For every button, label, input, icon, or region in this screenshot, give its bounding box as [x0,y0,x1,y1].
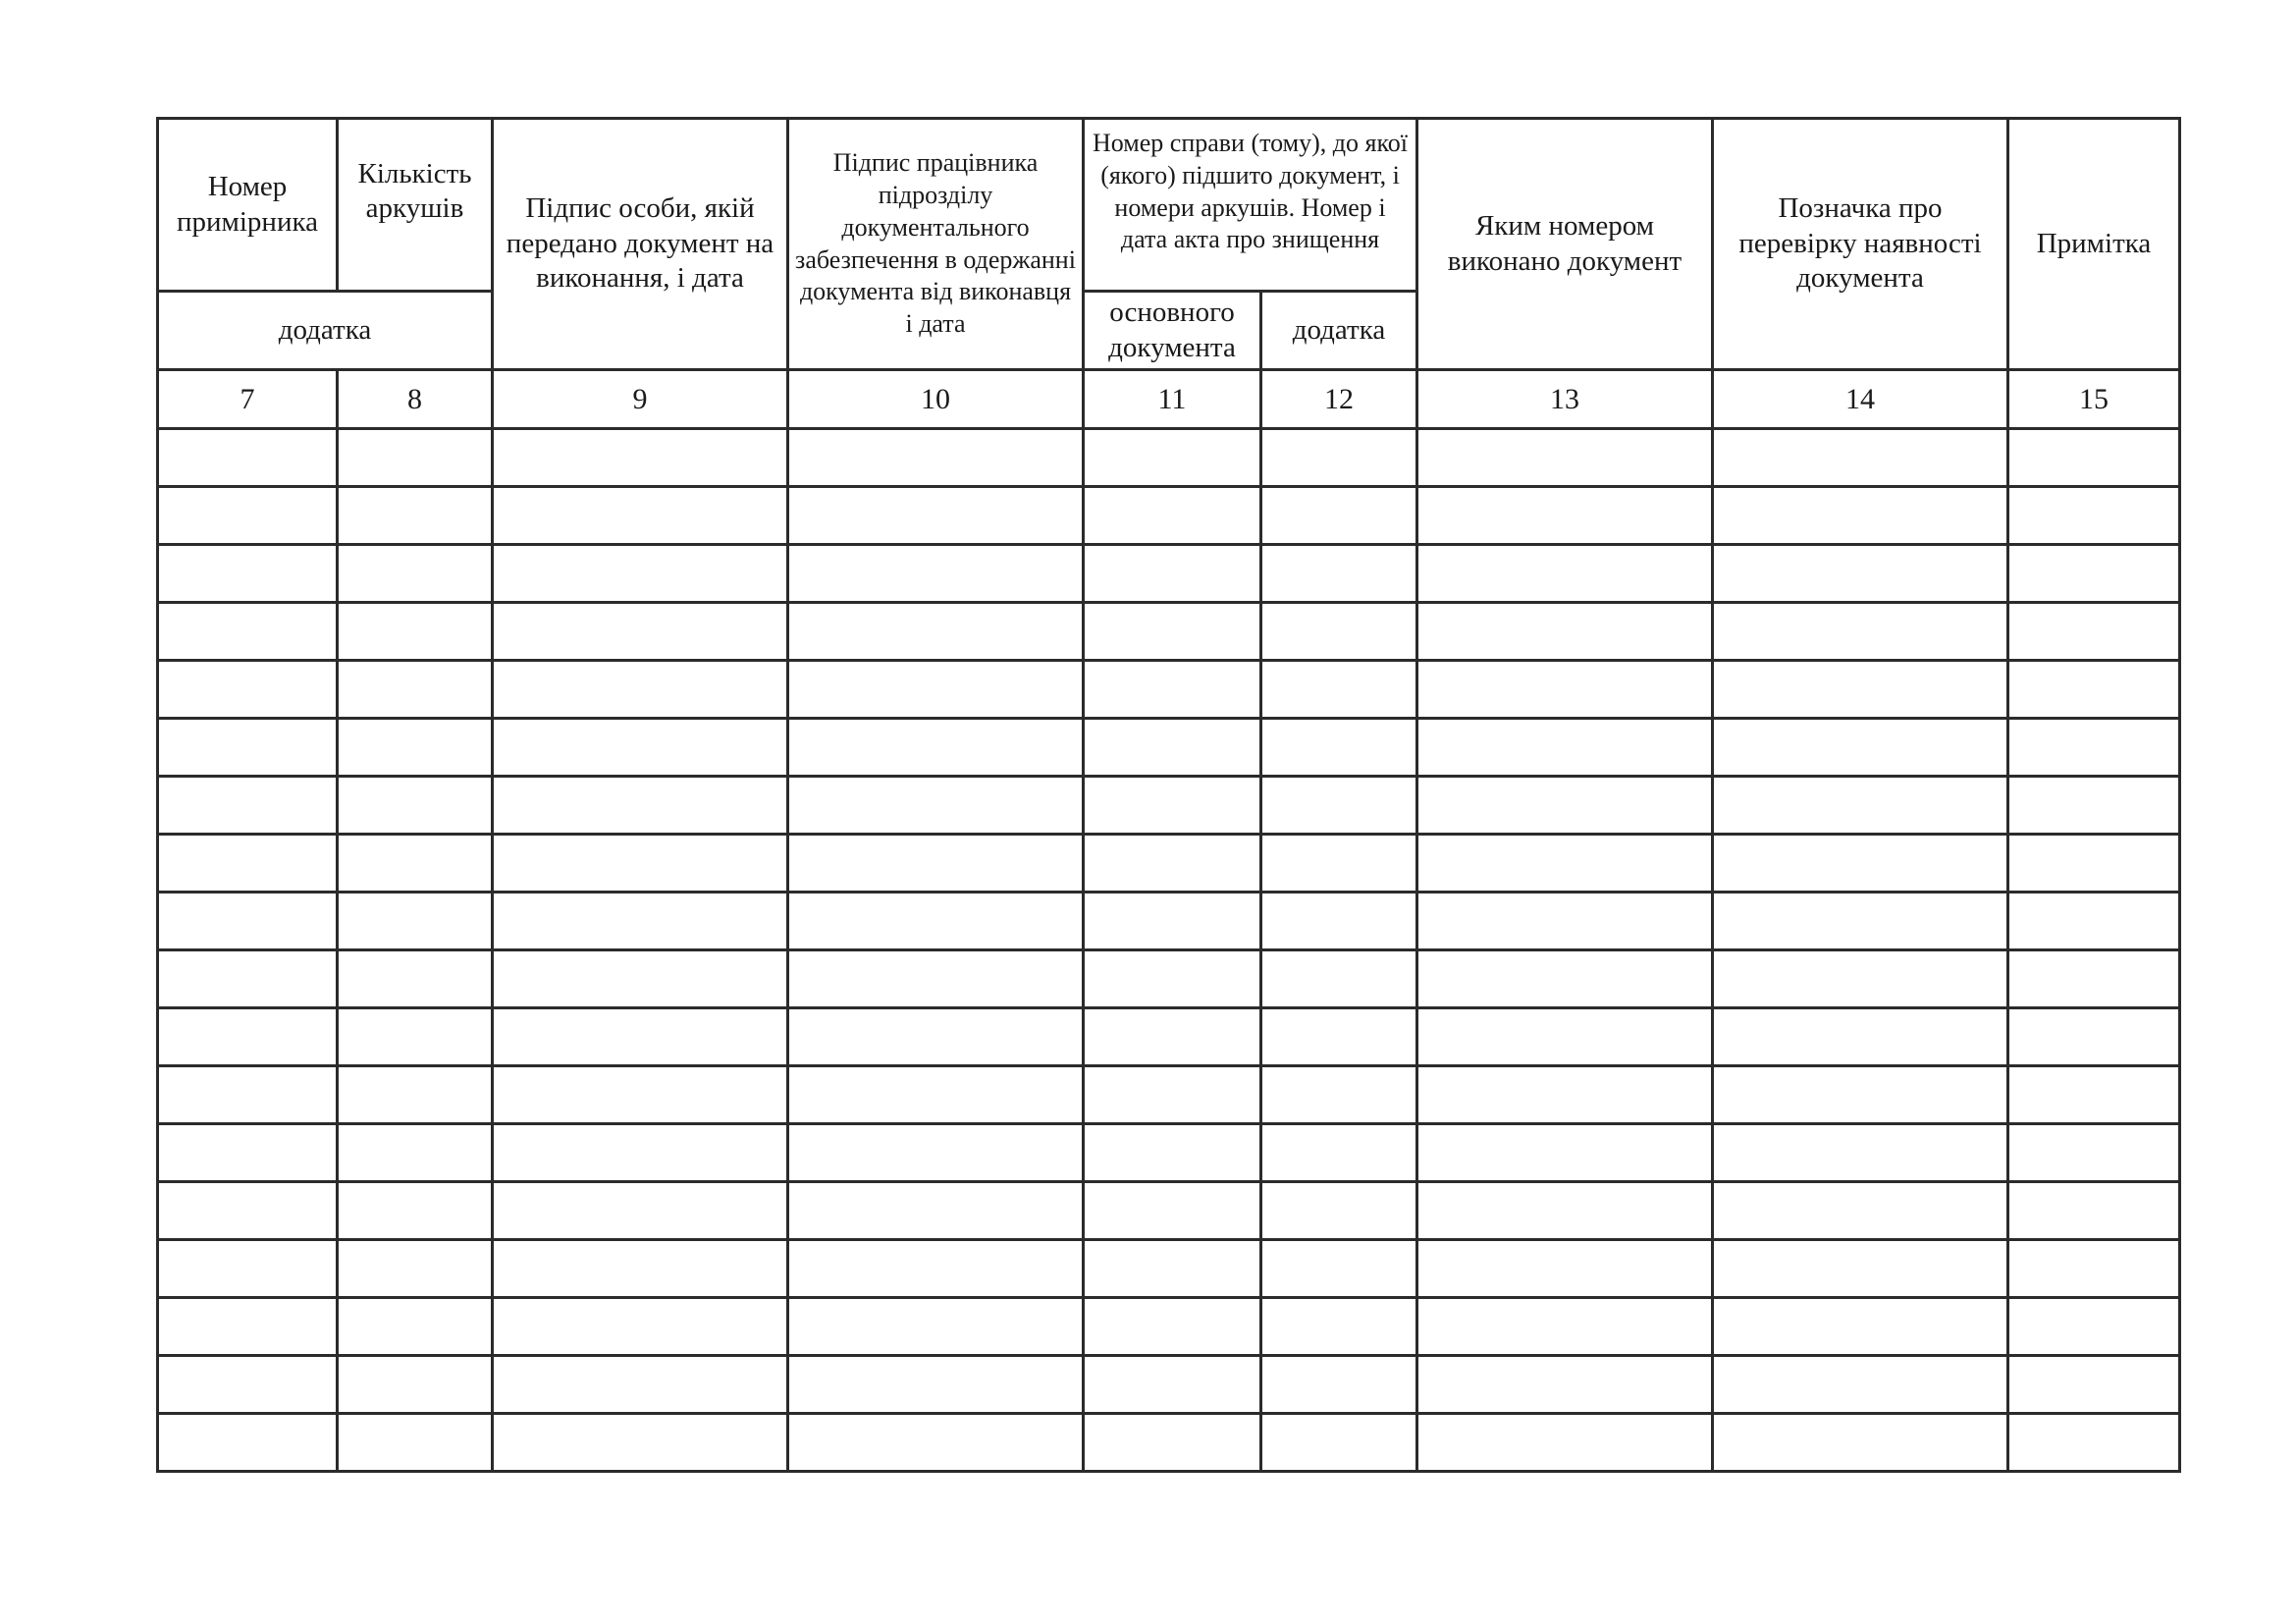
table-cell[interactable] [1084,603,1261,661]
table-cell[interactable] [493,1008,788,1066]
table-cell[interactable] [1084,487,1261,545]
table-cell[interactable] [1084,950,1261,1008]
table-cell[interactable] [1261,603,1417,661]
table-cell[interactable] [788,1414,1084,1472]
table-cell[interactable] [1417,603,1713,661]
table-cell[interactable] [1261,1356,1417,1414]
table-cell[interactable] [1417,545,1713,603]
table-cell[interactable] [1417,1298,1713,1356]
table-cell[interactable] [493,429,788,487]
document-register-table [156,117,2181,1473]
table-cell[interactable] [2008,661,2180,719]
header-presence-check: Позначка про перевірку наявності документа [1713,119,2008,370]
table-cell[interactable] [1261,777,1417,835]
table-cell[interactable] [493,950,788,1008]
table-cell[interactable] [788,1066,1084,1124]
table-cell[interactable] [493,1066,788,1124]
table-cell[interactable] [158,893,338,950]
table-cell[interactable] [338,1124,493,1182]
table-cell[interactable] [2008,429,2180,487]
table-cell[interactable] [493,1240,788,1298]
table-cell[interactable] [1261,1066,1417,1124]
table-cell[interactable] [338,1414,493,1472]
column-number: 11 [1084,370,1261,429]
table-cell[interactable] [1713,1182,2008,1240]
table-cell[interactable] [493,835,788,893]
table-cell[interactable] [1084,1240,1261,1298]
table-cell[interactable] [493,1414,788,1472]
table-row [158,719,2180,777]
table-cell[interactable] [1713,1066,2008,1124]
table-cell[interactable] [493,661,788,719]
table-cell[interactable] [2008,777,2180,835]
table-cell[interactable] [1261,835,1417,893]
table-cell[interactable] [1417,719,1713,777]
table-cell[interactable] [788,545,1084,603]
table-cell[interactable] [1713,1124,2008,1182]
table-cell[interactable] [1261,1298,1417,1356]
table-row [158,1298,2180,1356]
table-row [158,429,2180,487]
table-cell[interactable] [2008,545,2180,603]
table-cell[interactable] [1084,1066,1261,1124]
table-cell[interactable] [493,1298,788,1356]
table-cell[interactable] [158,1240,338,1298]
table-cell[interactable] [788,661,1084,719]
table-cell[interactable] [338,719,493,777]
table-row [158,835,2180,893]
table-cell[interactable] [158,1298,338,1356]
table-cell[interactable] [493,1356,788,1414]
table-cell[interactable] [788,487,1084,545]
table-cell[interactable] [1261,719,1417,777]
table-cell[interactable] [158,719,338,777]
table-cell[interactable] [493,893,788,950]
table-cell[interactable] [338,835,493,893]
table-cell[interactable] [2008,1182,2180,1240]
table-row [158,1240,2180,1298]
table-row [158,777,2180,835]
table-cell[interactable] [158,545,338,603]
table-cell[interactable] [158,1414,338,1472]
table-cell[interactable] [1713,487,2008,545]
table-cell[interactable] [158,1356,338,1414]
table-cell[interactable] [1713,661,2008,719]
table-cell[interactable] [1084,719,1261,777]
table-cell[interactable] [1084,545,1261,603]
table-cell[interactable] [1417,1414,1713,1472]
column-number: 10 [788,370,1084,429]
table-cell[interactable] [1084,1182,1261,1240]
table-cell[interactable] [1713,545,2008,603]
table-cell[interactable] [1417,1182,1713,1240]
table-cell[interactable] [2008,719,2180,777]
table-cell[interactable] [1261,661,1417,719]
table-cell[interactable] [788,429,1084,487]
table-cell[interactable] [493,545,788,603]
table-cell[interactable] [158,661,338,719]
table-row [158,1414,2180,1472]
table-cell[interactable] [1084,429,1261,487]
table-cell[interactable] [2008,1066,2180,1124]
table-cell[interactable] [2008,1124,2180,1182]
table-cell[interactable] [788,1008,1084,1066]
table-cell[interactable] [158,1124,338,1182]
table-cell[interactable] [2008,835,2180,893]
table-cell[interactable] [1417,777,1713,835]
table-cell[interactable] [1713,719,2008,777]
header-clerk-signature: Підпис працівника підрозділу документального забезпечення в одержанні документа від виконавця і дата [788,119,1084,370]
table-cell[interactable] [1713,835,2008,893]
column-number: 14 [1713,370,2008,429]
table-cell[interactable] [338,1298,493,1356]
table-cell[interactable] [158,487,338,545]
table-cell[interactable] [2008,1240,2180,1298]
table-cell[interactable] [338,545,493,603]
table-cell[interactable] [1084,1008,1261,1066]
header-case-number: Номер справи (тому), до якої (якого) підшито документ, і номери аркушів. Номер і дата акта про знищення [1084,119,1417,292]
table-cell[interactable] [158,603,338,661]
table-cell[interactable] [1084,1124,1261,1182]
column-number-row [158,370,2180,429]
table-cell[interactable] [2008,1356,2180,1414]
table-cell[interactable] [1713,777,2008,835]
table-cell[interactable] [1261,1182,1417,1240]
table-cell[interactable] [1417,661,1713,719]
table-cell[interactable] [1417,429,1713,487]
table-cell[interactable] [788,603,1084,661]
table-row [158,545,2180,603]
table-cell[interactable] [338,603,493,661]
table-cell[interactable] [788,777,1084,835]
table-cell[interactable] [1261,487,1417,545]
table-cell[interactable] [788,893,1084,950]
table-cell[interactable] [2008,1414,2180,1472]
table-cell[interactable] [1713,1298,2008,1356]
table-cell[interactable] [338,777,493,835]
table-cell[interactable] [788,719,1084,777]
table-cell[interactable] [1261,1008,1417,1066]
table-cell[interactable] [158,777,338,835]
column-number: 9 [493,370,788,429]
table-cell[interactable] [1713,603,2008,661]
column-number: 7 [158,370,338,429]
table-cell[interactable] [1084,777,1261,835]
table-cell[interactable] [1084,1414,1261,1472]
table-cell[interactable] [1713,1240,2008,1298]
table-cell[interactable] [788,1356,1084,1414]
table-cell[interactable] [1417,893,1713,950]
table-cell[interactable] [158,1066,338,1124]
table-row [158,487,2180,545]
table-cell[interactable] [788,950,1084,1008]
column-number: 8 [338,370,493,429]
table-cell[interactable] [158,1182,338,1240]
table-cell[interactable] [1417,1240,1713,1298]
table-row [158,661,2180,719]
table-cell[interactable] [1084,1298,1261,1356]
table-cell[interactable] [158,835,338,893]
table-cell[interactable] [493,719,788,777]
table-cell[interactable] [1084,661,1261,719]
header-executor-signature: Підпис особи, якій передано документ на виконання, і дата [493,119,788,370]
table-cell[interactable] [338,950,493,1008]
table-cell[interactable] [338,1066,493,1124]
table-cell[interactable] [1417,1124,1713,1182]
table-cell[interactable] [1261,893,1417,950]
table-row [158,893,2180,950]
table-cell[interactable] [1261,1414,1417,1472]
table-cell[interactable] [1713,1414,2008,1472]
table-cell[interactable] [1084,1356,1261,1414]
table-cell[interactable] [1084,893,1261,950]
table-cell[interactable] [2008,1008,2180,1066]
table-cell[interactable] [1261,1240,1417,1298]
table-cell[interactable] [338,1182,493,1240]
table-cell[interactable] [1417,950,1713,1008]
header-execution-number: Яким номером виконано документ [1417,119,1713,370]
table-cell[interactable] [493,1182,788,1240]
table-cell[interactable] [1417,1008,1713,1066]
table-cell[interactable] [338,893,493,950]
table-cell[interactable] [338,661,493,719]
table-cell[interactable] [493,1124,788,1182]
table-cell[interactable] [1261,1124,1417,1182]
table-cell[interactable] [788,1240,1084,1298]
table-cell[interactable] [2008,603,2180,661]
column-number: 12 [1261,370,1417,429]
header-sheet-count: Кількість аркушів [338,119,493,292]
table-cell[interactable] [1417,1066,1713,1124]
column-number: 15 [2008,370,2180,429]
table-cell[interactable] [1084,835,1261,893]
table-cell[interactable] [1417,835,1713,893]
table-cell[interactable] [158,429,338,487]
header-note: Примітка [2008,119,2180,370]
header-main-document: основного документа [1084,292,1261,370]
column-number: 13 [1417,370,1713,429]
table-cell[interactable] [338,487,493,545]
table-cell[interactable] [493,487,788,545]
table-cell[interactable] [788,1298,1084,1356]
table-cell[interactable] [788,835,1084,893]
table-row [158,1124,2180,1182]
table-cell[interactable] [1417,487,1713,545]
table-cell[interactable] [2008,487,2180,545]
table-row [158,1008,2180,1066]
table-cell[interactable] [338,1240,493,1298]
table-cell[interactable] [1713,429,2008,487]
table-cell[interactable] [338,429,493,487]
table-row [158,1182,2180,1240]
table-cell[interactable] [788,1124,1084,1182]
table-row [158,950,2180,1008]
table-cell[interactable] [1261,429,1417,487]
table-cell[interactable] [2008,893,2180,950]
table-cell[interactable] [1713,893,2008,950]
table-row [158,603,2180,661]
table-cell[interactable] [2008,950,2180,1008]
table-cell[interactable] [788,1182,1084,1240]
table-cell[interactable] [1261,545,1417,603]
table-row [158,1356,2180,1414]
table-cell[interactable] [2008,1298,2180,1356]
table-cell[interactable] [1713,1008,2008,1066]
table-cell[interactable] [1713,1356,2008,1414]
header-attachment: додатка [158,292,493,370]
table-cell[interactable] [1417,1356,1713,1414]
table-cell[interactable] [493,777,788,835]
table-cell[interactable] [338,1356,493,1414]
table-row [158,1066,2180,1124]
table-cell[interactable] [1261,950,1417,1008]
table-cell[interactable] [1713,950,2008,1008]
header-copy-number: Номер примірника [158,119,338,292]
header-row-top [158,119,2180,292]
table-cell[interactable] [158,950,338,1008]
table-cell[interactable] [493,603,788,661]
header-attachment-sub: додатка [1261,292,1417,370]
table-cell[interactable] [158,1008,338,1066]
table-cell[interactable] [338,1008,493,1066]
